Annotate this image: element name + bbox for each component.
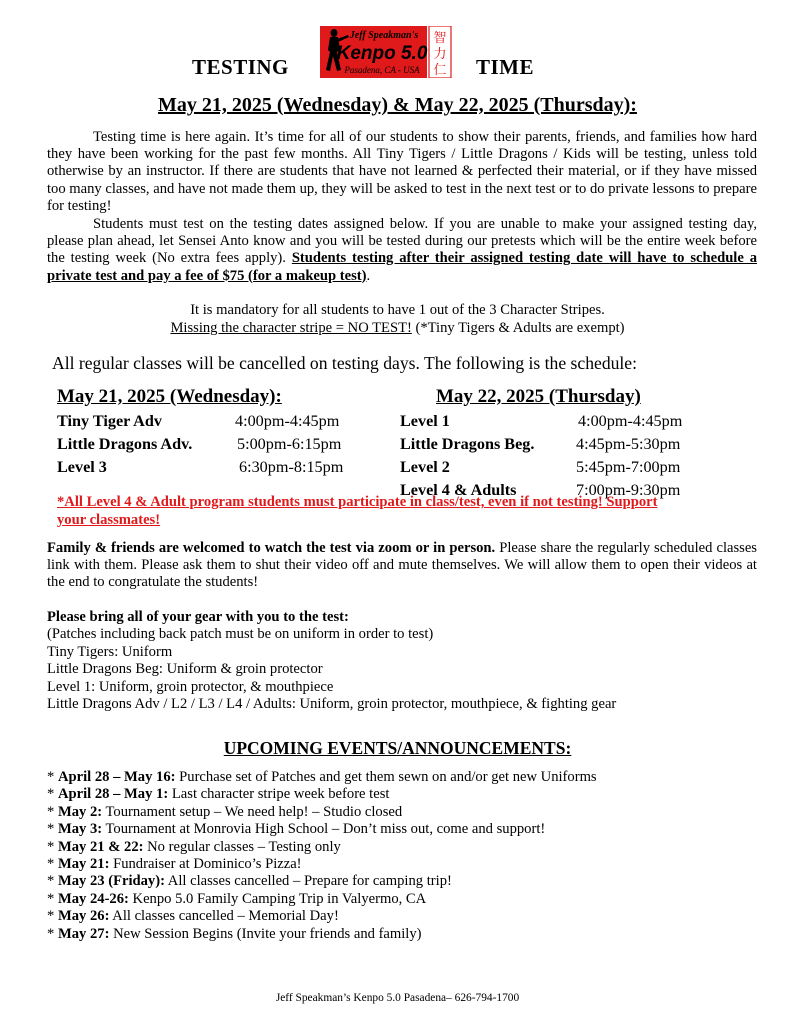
event-date: April 28 – May 16: — [57, 769, 176, 785]
gear-line: Little Dragons Beg: Uniform & groin protector — [47, 661, 323, 678]
wednesday-schedule — [57, 410, 377, 479]
list-item: * May 26: All classes cancelled – Memorial Day! — [47, 908, 339, 925]
list-item: * May 24-26: Kenpo 5.0 Family Camping Trip in Valyermo, CA — [47, 890, 427, 907]
no-test-warning: Missing the character stripe = NO TEST! — [170, 320, 412, 336]
event-date: May 24-26: — [57, 890, 129, 907]
list-item: * April 28 – May 16: Purchase set of Patches and get them sewn on and/or get new Uniforms — [47, 769, 597, 785]
class-name: Little Dragons Adv. — [57, 435, 193, 453]
class-name: Level 2 — [400, 458, 450, 476]
list-item: * May 23 (Friday): All classes cancelled – Prepare for camping trip! — [47, 873, 452, 890]
event-text: All classes cancelled – Memorial Day! — [109, 908, 339, 925]
list-item: * May 21 & 22: No regular classes – Testing only — [47, 838, 341, 855]
intro-paragraph-2 — [47, 216, 757, 285]
intro-p1-text: Testing time is here again. It’s time for all of our students to show their parents, friends, and families how hard they have been working for the past few months. All Tiny Tigers / Little Dragons / Kids will be testing, unless told otherwise by an instructor. If there are students that have not learned & perfected their material, or if they have missed too many classes, and have not made them up, they will be asked to test in the next test or to do private lessons to prepare for testing! — [47, 129, 757, 214]
event-text: All classes cancelled – Prepare for camping trip! — [164, 873, 452, 890]
event-date: May 2: — [57, 803, 103, 820]
cancel-notice: All regular classes will be cancelled on testing days. The following is the schedule: — [52, 353, 638, 373]
event-date: May 3: — [57, 821, 103, 838]
class-time: 6:30pm-8:15pm — [239, 458, 344, 476]
family-bold-text: Family & friends are welcomed to watch the test via zoom or in person. — [47, 540, 496, 556]
family-paragraph — [47, 540, 757, 592]
schedule-row — [57, 456, 377, 479]
class-name: Tiny Tiger Adv — [57, 412, 162, 430]
gear-line: (Patches including back patch must be on uniform in order to test) — [47, 626, 434, 643]
schedule-row — [400, 433, 720, 456]
event-text: Last character stripe week before test — [168, 786, 390, 803]
event-text: Purchase set of Patches and get them sewn on and/or get new Uniforms — [175, 769, 597, 785]
class-time: 5:45pm-7:00pm — [576, 458, 681, 476]
stripes-line-2 — [0, 320, 795, 338]
event-date: May 21: — [57, 856, 110, 873]
list-item: * May 3: Tournament at Monrovia High School – Don’t miss out, come and support! — [47, 821, 546, 838]
event-text: Kenpo 5.0 Family Camping Trip in Valyermo, CA — [128, 890, 427, 907]
gear-line: Tiny Tigers: Uniform — [47, 643, 173, 660]
event-date: May 27: — [57, 925, 110, 942]
makeup-test-warning: Students testing after their assigned testing date will have to schedule a private test and pay a fee of $75 (for a makeup test) — [47, 250, 757, 284]
event-date: May 21 & 22: — [57, 838, 144, 855]
thursday-schedule — [400, 410, 720, 502]
adult-participation-note-line-2: your classmates! — [57, 512, 161, 528]
wednesday-heading: May 21, 2025 (Wednesday): — [57, 386, 282, 407]
event-text: Fundraiser at Dominico’s Pizza! — [109, 856, 302, 873]
intro-p2-text: Students must test on the testing dates assigned below. If you are unable to make your assigned testing day, please plan ahead, let Sensei Anto know and you will be tested during our pretests which will be the entire week before the testing week (No extra fees apply). — [47, 216, 757, 267]
logo-line1: Jeff Speakman's — [349, 30, 419, 41]
gear-section — [47, 609, 757, 713]
logo-kanji-2: 力 — [433, 47, 447, 62]
schedule-row — [400, 456, 720, 479]
kenpo-logo-graphic — [320, 26, 456, 78]
gear-line: Level 1: Uniform, groin protector, & mouthpiece — [47, 678, 334, 695]
list-item: * May 21: Fundraiser at Dominico’s Pizza! — [47, 856, 302, 873]
event-date: April 28 – May 1: — [57, 786, 169, 803]
class-time: 4:00pm-4:45pm — [578, 412, 683, 430]
header-time-word: TIME — [476, 55, 535, 79]
thursday-heading: May 22, 2025 (Thursday) — [436, 386, 641, 407]
class-name: Level 1 — [400, 412, 450, 430]
logo-line2: Kenpo 5.0 — [336, 43, 428, 64]
class-time: 4:45pm-5:30pm — [576, 435, 681, 453]
gear-line: Little Dragons Adv / L2 / L3 / L4 / Adults: Uniform, groin protector, mouthpiece, & fighting gear — [47, 696, 617, 713]
family-rest-text: Please share the regularly scheduled classes link with them. Please ask them to shut their video off and mute themselves. We will allow them to open their videos at the end to congratulate the students! — [47, 540, 757, 591]
stripes-line-1: It is mandatory for all students to have 1 out of the 3 Character Stripes. — [190, 302, 605, 318]
logo-kanji-1: 智 — [433, 31, 447, 46]
intro-p2-end: . — [366, 267, 371, 284]
events-list — [47, 769, 767, 943]
event-text: Tournament setup – We need help! – Studio closed — [102, 803, 403, 820]
class-name: Level 4 & Adults — [400, 481, 517, 499]
list-item: * May 27: New Session Begins (Invite your friends and family) — [47, 925, 422, 942]
gear-heading: Please bring all of your gear with you to the test: — [47, 609, 349, 625]
logo-kanji-3: 仁 — [433, 63, 447, 78]
page-title: May 21, 2025 (Wednesday) & May 22, 2025 (Thursday): — [158, 94, 637, 116]
schedule-row — [400, 410, 720, 433]
class-name: Level 3 — [57, 458, 107, 476]
event-text: Tournament at Monrovia High School – Don’t miss out, come and support! — [102, 821, 546, 838]
header-testing-word: TESTING — [192, 55, 289, 79]
schedule-row — [57, 433, 377, 456]
event-date: May 26: — [57, 908, 110, 925]
class-time: 7:00pm-9:30pm — [576, 481, 681, 499]
events-heading: UPCOMING EVENTS/ANNOUNCEMENTS: — [223, 738, 572, 758]
schedule-row — [57, 410, 377, 433]
event-date: May 23 (Friday): — [57, 873, 165, 890]
class-time: 5:00pm-6:15pm — [237, 435, 342, 453]
event-text: No regular classes – Testing only — [143, 838, 341, 855]
list-item: * April 28 – May 1: Last character stripe week before test — [47, 786, 390, 803]
list-item: * May 2: Tournament setup – We need help! – Studio closed — [47, 803, 403, 820]
logo-line3: Pasadena, CA - USA — [344, 65, 420, 75]
event-text: New Session Begins (Invite your friends and family) — [109, 925, 422, 942]
class-time: 4:00pm-4:45pm — [235, 412, 340, 430]
class-name: Little Dragons Beg. — [400, 435, 535, 453]
footer-contact: Jeff Speakman’s Kenpo 5.0 Pasadena– 626-794-1700 — [275, 992, 520, 1004]
intro-paragraph-1 — [47, 129, 757, 215]
stripes-exempt-note: (*Tiny Tigers & Adults are exempt) — [411, 320, 625, 336]
adult-participation-note-line-1: *All Level 4 & Adult program students must participate in class/test, even if not testing! Support — [57, 494, 658, 510]
kenpo-logo — [320, 26, 456, 78]
